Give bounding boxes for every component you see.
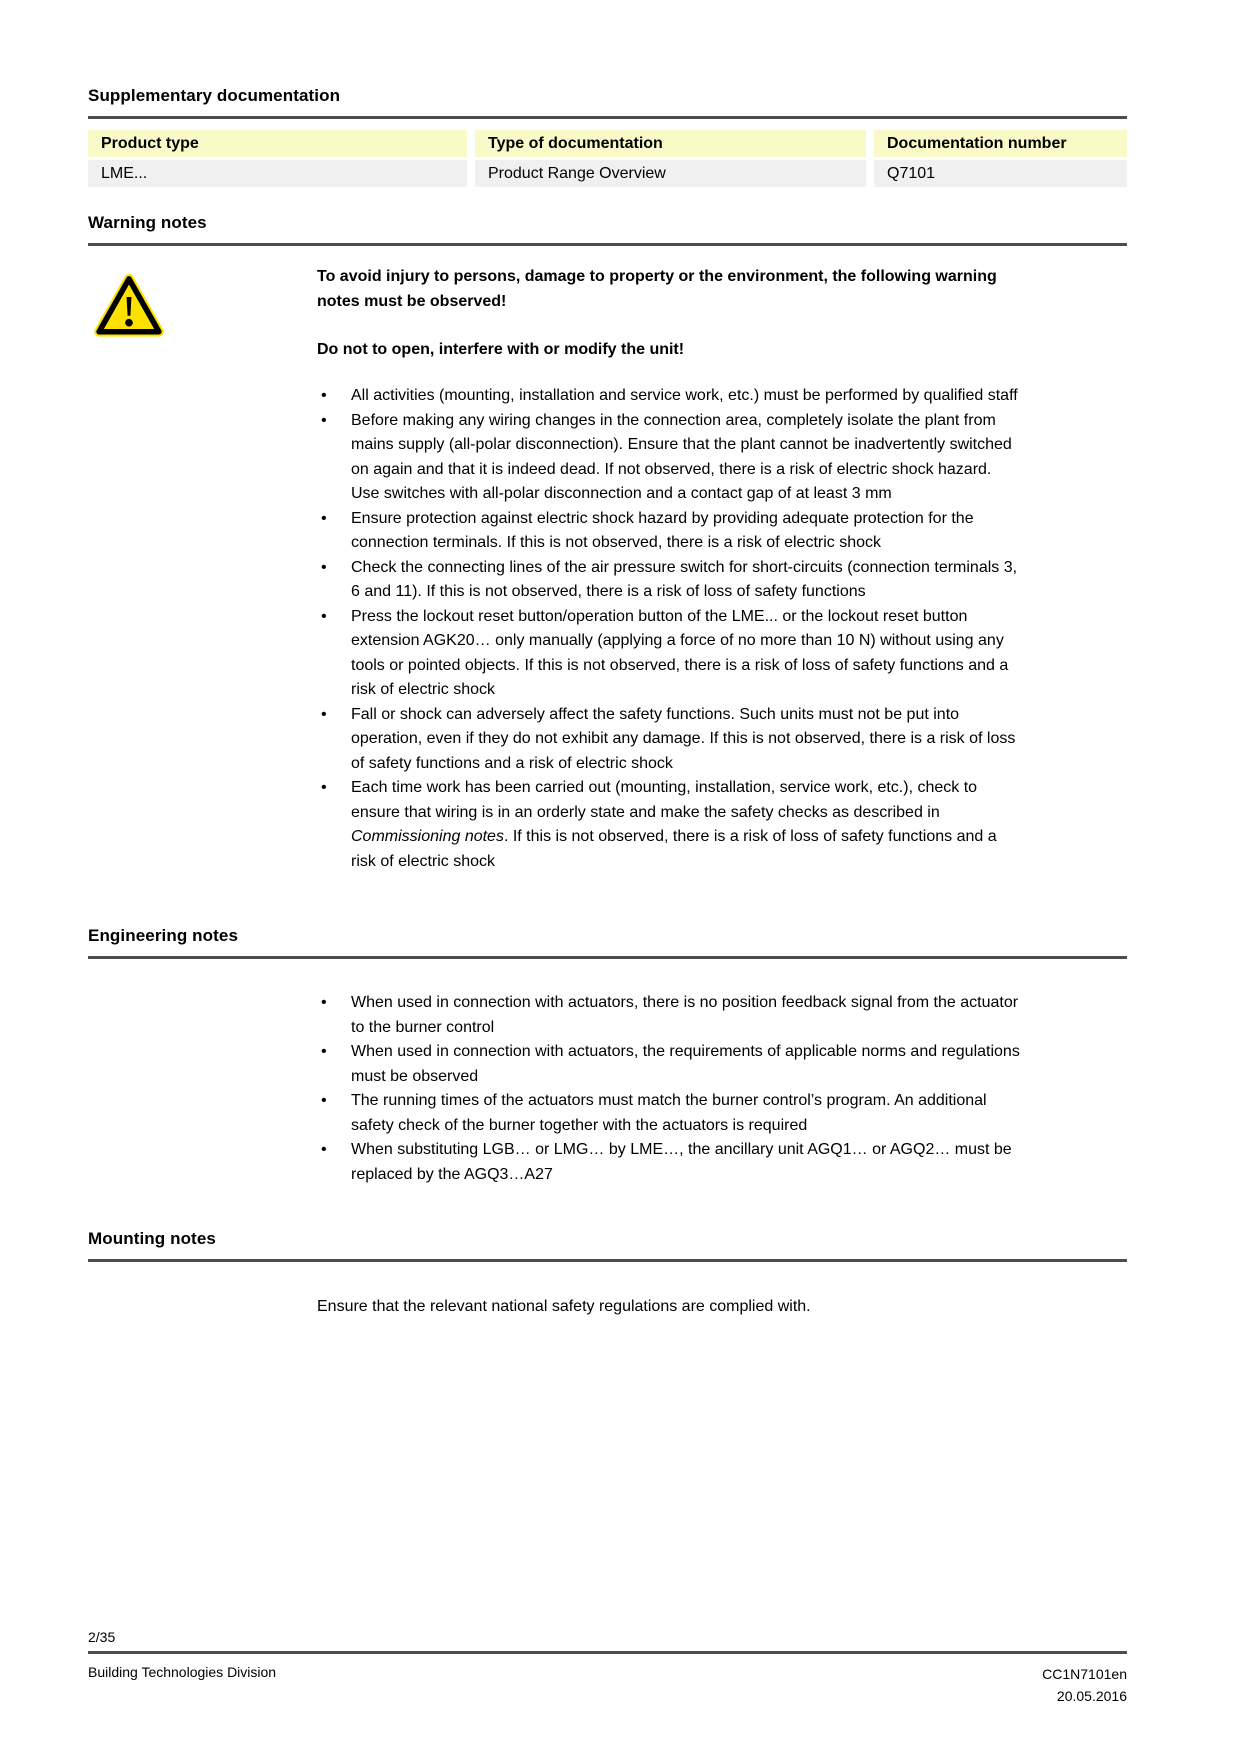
bullet-item [317,605,1022,703]
bullet-item [317,507,1022,556]
bullet-text: When used in connection with actuators, the requirements of applicable norms and regulations must be observed [351,1043,1020,1085]
bullet-text: Press the lockout reset button/operation button of the LME... or the lockout reset button extension AGK20… only manually (applying a force of no more than 10 N) without using any tools or pointed objects. If this is not observed, there is a risk of loss of safety functions and a risk of electric shock [351,607,1009,698]
footer-doc-number: CC1N7101en [1042,1666,1127,1682]
bullet-text: All activities (mounting, installation and service work, etc.) must be performed by qualified staff [351,387,1018,404]
section-heading-supplementary: Supplementary documentation [88,86,341,105]
bullet-text: When substituting LGB… or LMG… by LME…, the ancillary unit AGQ1… or AGQ2… must be replaced by the AGQ3…A27 [351,1141,1012,1183]
bullet-item [317,703,1022,777]
section-heading-mounting-notes: Mounting notes [88,1229,216,1248]
bullet-item [317,384,1022,409]
section-rule [88,116,1127,119]
mounting-indent-column [88,1280,317,1320]
engineering-text-column [317,977,1022,1187]
section-warning-notes [88,213,1127,874]
bullet-text: Check the connecting lines of the air pressure switch for short-circuits (connection terminals 3, 6 and 11). If this is not observed, there is a risk of loss of safety functions [351,558,1018,600]
page-footer [88,1628,1127,1707]
bullet-text: Ensure protection against electric shock hazard by providing adequate protection for the connection terminals. If this is not observed, there is a risk of electric shock [351,509,974,551]
footer-row [88,1663,1127,1707]
bullet-item [317,776,1022,874]
bullet-item [317,1040,1022,1089]
bullet-text: Fall or shock can adversely affect the safety functions. Such units must not be put into operation, even if they do not exhibit any damage. If this is not observed, there is a risk of loss of safety functions and a risk of electric shock [351,705,1016,772]
bullet-item [317,1138,1022,1187]
table-header-product-type: Product type [88,130,467,157]
bullet-item [317,556,1022,605]
table-cell-documentation-number: Q7101 [874,160,1127,187]
engineering-notes-body [88,977,1127,1187]
mounting-notes-body [88,1280,1127,1320]
section-rule [88,1259,1127,1262]
bullet-text: The running times of the actuators must match the burner control’s program. An additional safety check of the burner together with the actuators is required [351,1092,987,1134]
warning-notes-body [88,264,1127,874]
section-supplementary-documentation [88,0,1127,187]
section-heading-engineering-notes: Engineering notes [88,926,238,945]
section-engineering-notes [88,926,1127,1187]
page-content [88,0,1127,1320]
engineering-indent-column [88,977,317,1187]
documentation-table [88,130,1127,187]
footer-doc-reference [1042,1663,1127,1707]
warning-triangle-icon [94,274,164,338]
table-header-type-of-documentation: Type of documentation [475,130,866,157]
table-cell-product-type: LME... [88,160,467,187]
bullet-text: Before making any wiring changes in the connection area, completely isolate the plant from mains supply (all-polar disconnection). Ensure that the plant cannot be inadvertently switched on again and that it is indeed dead. If not observed, there is a risk of electric shock hazard. Use switches with all-polar disconnection and a contact gap of at least 3 mm [351,411,1012,502]
bullet-text: Each time work has been carried out (mounting, installation, service work, etc.), check to ensure that wiring is in an orderly state and make the safety checks as described in [351,779,978,821]
footer-doc-date: 20.05.2016 [1056,1688,1127,1704]
table-header-documentation-number: Documentation number [874,130,1127,157]
bullet-item [317,1089,1022,1138]
engineering-bullet-list [317,991,1022,1187]
table-cell-type-of-documentation: Product Range Overview [475,160,866,187]
bullet-item [317,409,1022,507]
mounting-text-column [317,1280,1022,1320]
footer-rule [88,1651,1127,1654]
bullet-item [317,991,1022,1040]
warning-intro: To avoid injury to persons, damage to property or the environment, the following warning notes must be observed! [317,268,997,310]
section-rule [88,243,1127,246]
warning-bullet-list [317,384,1022,874]
section-heading-warning-notes: Warning notes [88,213,207,232]
page-number: 2/35 [88,1629,116,1645]
warning-icon-column [88,264,317,874]
section-rule [88,956,1127,959]
bullet-text: . If this is not observed, there is a risk of loss of safety functions and a risk of electric shock [351,828,997,870]
warning-text-column [317,264,1022,874]
footer-division: Building Technologies Division [88,1664,277,1680]
warning-subheading: Do not to open, interfere with or modify the unit! [317,341,685,358]
mounting-paragraph: Ensure that the relevant national safety regulations are complied with. [317,1298,811,1315]
section-mounting-notes [88,1229,1127,1320]
bullet-text: When used in connection with actuators, there is no position feedback signal from the actuator to the burner control [351,994,1019,1036]
bullet-text-italic: Commissioning notes [351,828,504,845]
